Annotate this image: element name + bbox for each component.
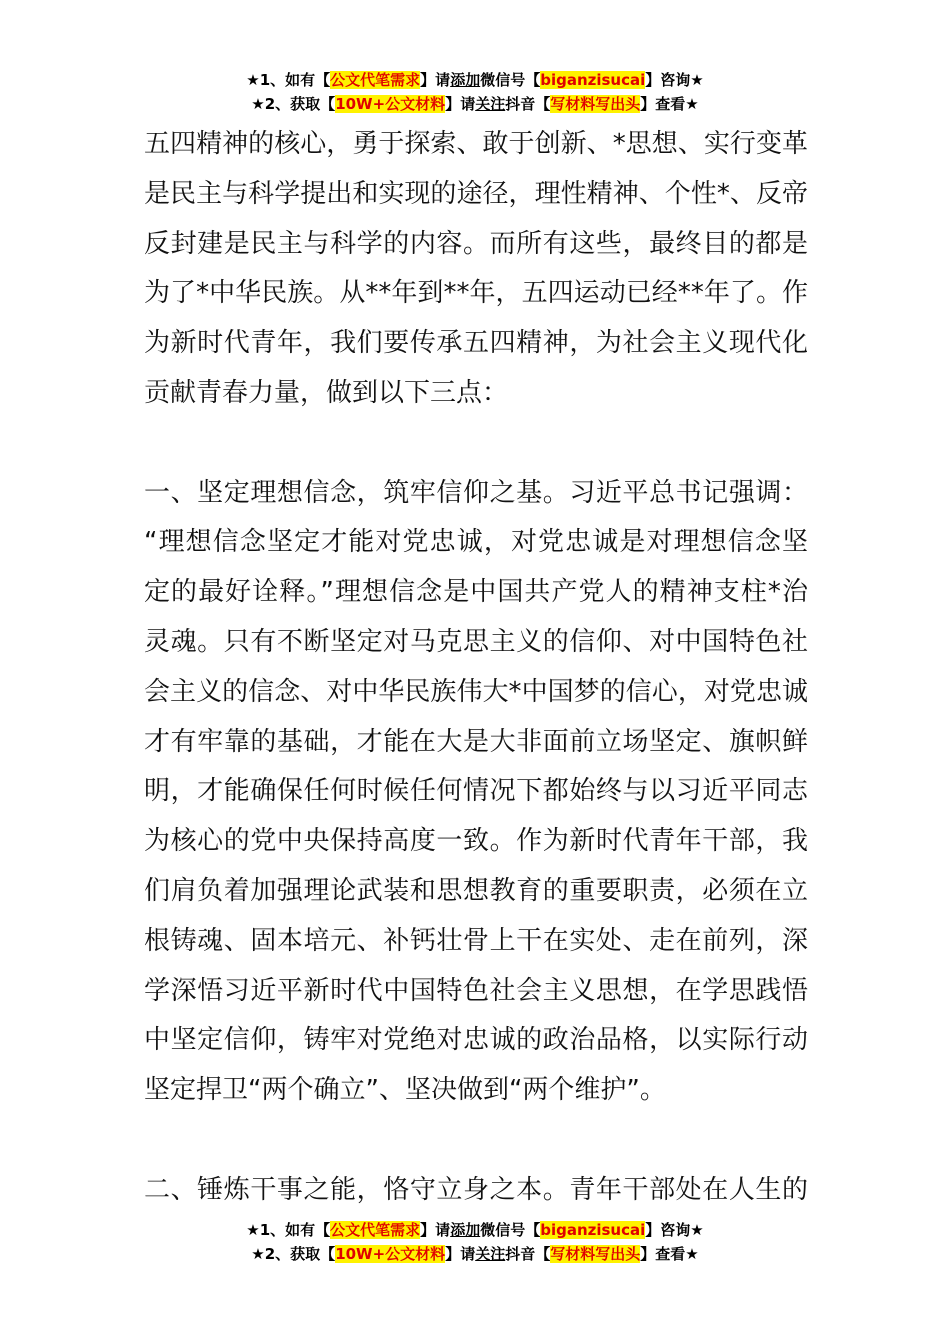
text-line: 灵魂。只有不断坚定对马克思主义的信仰、对中国特色社 [144, 626, 808, 657]
text-line: 明，才能确保任何时候任何情况下都始终与以习近平同志 [144, 776, 808, 807]
banner-text: 】查看★ [640, 95, 699, 113]
text-line: 为新时代青年，我们要传承五四精神，为社会主义现代化 [144, 328, 808, 359]
paragraph-section-2 [144, 1166, 808, 1216]
banner-emphasis: 关注 [475, 1245, 506, 1263]
text-line: 贡献青春力量，做到以下三点： [144, 377, 509, 408]
paragraph-gap [144, 1116, 808, 1166]
banner-highlight: 10W+公文材料 [335, 1245, 446, 1263]
banner-line-1 [0, 68, 950, 92]
text-line: 定的最好诠释。”理想信念是中国共产党人的精神支柱*治 [144, 577, 808, 608]
paragraph-section-1 [144, 469, 808, 1116]
banner-text: 】请 [420, 1221, 451, 1239]
text-line: 坚定捍卫“两个确立”、坚决做到“两个维护”。 [144, 1075, 666, 1106]
paragraph-intro [144, 120, 808, 419]
text-line: 中坚定信仰，铸牢对党绝对忠诚的政治品格，以实际行动 [144, 1025, 808, 1056]
banner-text: 】请 [445, 1245, 476, 1263]
text-line: 为了*中华民族。从**年到**年，五四运动已经**年了。作 [144, 278, 808, 309]
banner-emphasis: 添加 [450, 1221, 481, 1239]
text-line: 学深悟习近平新时代中国特色社会主义思想，在学思践悟 [144, 975, 808, 1006]
footer-banner [0, 1218, 950, 1266]
banner-text: 抖音【 [505, 1245, 551, 1263]
banner-highlight: 公文代笔需求 [330, 1221, 421, 1239]
banner-line-1 [0, 1218, 950, 1242]
document-body [144, 120, 808, 1216]
text-line: 会主义的信念、对中华民族伟大*中国梦的信心，对党忠诚 [144, 676, 808, 707]
text-line: 五四精神的核心，勇于探索、敢于创新、*思想、实行变革 [144, 129, 808, 159]
banner-text: 】查看★ [640, 1245, 699, 1263]
banner-wechat-id: biganzisucai [540, 71, 646, 89]
text-line: 为核心的党中央保持高度一致。作为新时代青年干部，我 [144, 826, 808, 857]
banner-text: 抖音【 [505, 95, 551, 113]
banner-text: ★1、如有【 [246, 71, 331, 89]
banner-highlight: 10W+公文材料 [335, 95, 446, 113]
text-line: 是民主与科学提出和实现的途径，理性精神、个性*、反帝 [144, 178, 808, 209]
text-line: 们肩负着加强理论武装和思想教育的重要职责，必须在立 [144, 875, 808, 906]
banner-text: 】咨询★ [645, 1221, 704, 1239]
banner-text: ★1、如有【 [246, 1221, 331, 1239]
text-line: 才有牢靠的基础，才能在大是大非面前立场坚定、旗帜鲜 [144, 726, 808, 757]
banner-text: 】咨询★ [645, 71, 704, 89]
section-heading-line: 一、坚定理想信念，筑牢信仰之基。习近平总书记强调： [144, 477, 808, 508]
banner-text: 】请 [420, 71, 451, 89]
banner-text: ★2、获取【 [251, 95, 336, 113]
banner-text: 微信号【 [480, 71, 541, 89]
banner-emphasis: 关注 [475, 95, 506, 113]
banner-text: ★2、获取【 [251, 1245, 336, 1263]
banner-emphasis: 添加 [450, 71, 481, 89]
banner-wechat-id: biganzisucai [540, 1221, 646, 1239]
paragraph-gap [144, 419, 808, 469]
header-banner [0, 68, 950, 116]
text-line: 反封建是民主与科学的内容。而所有这些，最终目的都是 [144, 228, 808, 259]
banner-line-2 [0, 1242, 950, 1266]
banner-douyin-id: 写材料写出头 [550, 95, 641, 113]
banner-line-2 [0, 92, 950, 116]
banner-douyin-id: 写材料写出头 [550, 1245, 641, 1263]
banner-text: 】请 [445, 95, 476, 113]
banner-highlight: 公文代笔需求 [330, 71, 421, 89]
text-line: 根铸魂、固本培元、补钙壮骨上干在实处、走在前列，深 [144, 925, 808, 956]
banner-text: 微信号【 [480, 1221, 541, 1239]
text-line: “理想信念坚定才能对党忠诚，对党忠诚是对理想信念坚 [144, 527, 808, 558]
section-heading-line: 二、锤炼干事之能，恪守立身之本。青年干部处在人生的 [144, 1174, 808, 1205]
